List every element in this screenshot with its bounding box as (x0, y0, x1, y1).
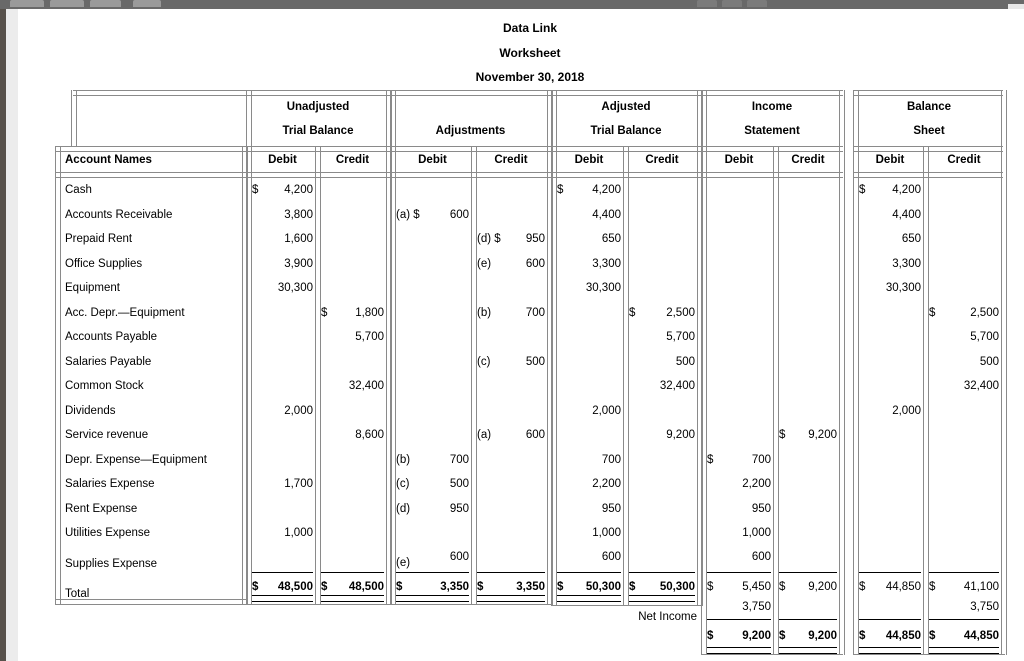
amount-cell-u_d: 3,800 (284, 208, 313, 221)
total-double-rule (477, 595, 545, 602)
amount-cell-i_c: $ 9,200 (779, 581, 837, 593)
company-name: Data Link (502, 21, 557, 35)
amount-cell-u_c: 5,700 (355, 331, 384, 343)
amount-cell-b_c: $ 41,100 (929, 581, 999, 593)
amount-cell-t_d: 4,400 (592, 208, 621, 221)
browser-tab-7[interactable] (747, 0, 767, 7)
amount-cell-b_c: $ 44,850 (929, 630, 999, 642)
amount-cell-a_d: (e) 600 (396, 551, 469, 569)
amount-cell-i_d: $ 700 (707, 453, 771, 466)
debit-header: Debit (268, 154, 297, 166)
amount-cell-b_c: 5,700 (970, 331, 999, 343)
pre-total-rule (321, 572, 384, 573)
account-label: Accounts Payable (65, 331, 158, 343)
pre-total-rule (396, 572, 469, 573)
amount-cell-b_d: $ 44,850 (859, 581, 921, 593)
browser-tab-4[interactable] (133, 0, 161, 7)
island-bottom (701, 654, 843, 655)
amount-cell-a_c: (d) $ 950 (477, 233, 545, 245)
amount-cell-t_c: $ 50,300 (629, 581, 695, 593)
group-header-income-line2: Statement (744, 125, 800, 137)
final-double-rule (859, 647, 921, 654)
window-edge-light (6, 9, 18, 661)
final-double-rule (707, 647, 771, 654)
amount-cell-t_d: 30,300 (585, 282, 621, 294)
island-bottom (246, 604, 390, 605)
amount-cell-i_d: 950 (751, 502, 771, 515)
table-border (701, 90, 707, 655)
amount-cell-t_d: 700 (601, 453, 621, 466)
amount-cell-a_d: $ 3,350 (396, 581, 469, 593)
table-border (315, 146, 321, 605)
amount-cell-i_d: $ 5,450 (707, 581, 771, 593)
report-name: Worksheet (499, 46, 561, 60)
account-label: Dividends (65, 404, 116, 417)
browser-tab-1[interactable] (10, 0, 44, 7)
amount-cell-t_c: 5,700 (666, 331, 695, 343)
amount-cell-i_d: $ 9,200 (707, 630, 771, 642)
net-income-rule (859, 619, 921, 620)
amount-cell-t_d: 600 (601, 551, 621, 563)
account-label: Accounts Receivable (65, 208, 173, 221)
group-header-adjusted-line1: Adjusted (601, 101, 651, 113)
table-border (1001, 90, 1007, 655)
column-header-rule (55, 172, 843, 178)
amount-cell-t_d: 2,200 (592, 478, 621, 490)
amount-cell-a_d: (c) 500 (396, 478, 469, 490)
island-bottom (551, 605, 701, 606)
amount-cell-a_c: (c) 500 (477, 355, 545, 368)
group-header-adjusted-line2: Trial Balance (590, 125, 662, 137)
group-header-unadjusted-line2: Trial Balance (282, 125, 354, 137)
report-date: November 30, 2018 (475, 70, 585, 84)
amount-cell-i_d: 600 (751, 551, 771, 563)
pre-total-rule (859, 572, 921, 573)
amount-cell-a_c: $ 3,350 (477, 581, 545, 593)
table-top-rule (853, 90, 1003, 96)
credit-header: Credit (791, 154, 825, 166)
pre-total-rule (477, 572, 545, 573)
amount-cell-b_d: 4,400 (892, 208, 921, 221)
amount-cell-t_d: 650 (601, 233, 621, 245)
amount-cell-a_d: (b) 700 (396, 453, 469, 466)
total-double-rule (557, 595, 621, 602)
amount-cell-i_d: 2,200 (742, 478, 771, 490)
account-label: Service revenue (65, 429, 149, 441)
account-label: Rent Expense (65, 502, 138, 515)
amount-cell-i_d: 1,000 (742, 527, 771, 539)
credit-header: Credit (645, 154, 679, 166)
account-label: Salaries Expense (65, 478, 155, 490)
amount-cell-u_d: 1,000 (284, 527, 313, 539)
browser-tab-3[interactable] (90, 0, 121, 7)
amount-cell-b_c: 32,400 (963, 380, 999, 392)
account-names-header: Account Names (65, 154, 152, 166)
amount-cell-b_c: $ 2,500 (929, 306, 999, 319)
credit-header: Credit (947, 154, 981, 166)
amount-cell-t_d: 950 (601, 502, 621, 515)
debit-header: Debit (574, 154, 604, 166)
total-double-rule (396, 595, 469, 602)
net-income-rule (779, 619, 837, 620)
amount-cell-a_d: (d) 950 (396, 502, 469, 515)
final-double-rule (929, 647, 999, 654)
total-double-rule (321, 595, 384, 602)
pre-total-rule (707, 572, 771, 573)
table-top-rule (73, 90, 843, 96)
amount-cell-a_c: (a) 600 (477, 429, 545, 441)
pre-total-rule (557, 572, 621, 573)
table-border (71, 90, 77, 147)
amount-cell-u_d: 1,700 (284, 478, 313, 490)
amount-cell-u_d: 1,600 (284, 233, 313, 245)
account-label: Equipment (65, 282, 120, 294)
amount-cell-b_d: 30,300 (885, 282, 921, 294)
account-label: Supplies Expense (65, 558, 158, 570)
pre-total-rule (252, 572, 313, 573)
amount-cell-t_c: 32,400 (659, 380, 695, 392)
browser-tab-5[interactable] (697, 0, 717, 7)
group-header-income-line1: Income (751, 101, 793, 113)
debit-header: Debit (724, 154, 754, 166)
amount-cell-b_d: $ 4,200 (859, 184, 921, 196)
account-label: Acc. Depr.—Equipment (65, 306, 185, 319)
account-label: Prepaid Rent (65, 233, 133, 245)
table-border (623, 146, 629, 606)
pre-total-rule (629, 572, 695, 573)
amount-cell-b_d: 3,300 (892, 257, 921, 270)
table-border (55, 146, 61, 604)
amount-cell-a_c: (e) 600 (477, 257, 545, 270)
credit-header: Credit (494, 154, 528, 166)
table-border (839, 90, 845, 655)
debit-header: Debit (875, 154, 905, 166)
amount-cell-u_c: 32,400 (348, 380, 384, 392)
net-income-rule (707, 619, 771, 620)
amount-cell-u_d: $ 4,200 (252, 184, 313, 196)
browser-tab-6[interactable] (722, 0, 742, 7)
amount-cell-t_d: $ 50,300 (557, 581, 621, 593)
amount-cell-t_d: 2,000 (592, 404, 621, 417)
amount-cell-t_d: $ 4,200 (557, 184, 621, 196)
amount-cell-b_d: $ 44,850 (859, 630, 921, 642)
total-double-rule (252, 595, 313, 602)
amount-cell-b_d: 2,000 (892, 404, 921, 417)
amount-cell-u_d: 30,300 (277, 282, 313, 294)
amount-cell-t_c: $ 2,500 (629, 306, 695, 319)
amount-cell-b_d: 650 (901, 233, 921, 245)
net-income-rule (929, 619, 999, 620)
amount-cell-i_c: $ 9,200 (779, 630, 837, 642)
amount-cell-u_c: 8,600 (355, 429, 384, 441)
group-header-unadjusted-line1: Unadjusted (286, 101, 350, 113)
table-border (471, 146, 477, 605)
amount-cell-u_d: 2,000 (284, 404, 313, 417)
amount-cell-t_d: 3,300 (592, 257, 621, 270)
group-header-adjustments: Adjustments (435, 125, 506, 137)
total-double-rule (629, 595, 695, 602)
group-header-balance-line1: Balance (906, 101, 952, 113)
credit-header: Credit (335, 154, 370, 166)
net-income-label: Net Income (638, 611, 697, 623)
amount-cell-u_d: 3,900 (284, 257, 313, 270)
debit-header: Debit (418, 154, 447, 166)
amount-cell-t_c: 9,200 (666, 429, 695, 441)
amount-cell-u_c: $ 48,500 (321, 581, 384, 593)
pre-total-rule (929, 572, 999, 573)
amount-cell-a_c: (b) 700 (477, 306, 545, 319)
amount-cell-u_d: $ 48,500 (252, 581, 313, 593)
island-bottom (390, 604, 551, 605)
table-border (853, 90, 859, 655)
amount-cell-i_c: $ 9,200 (779, 429, 837, 441)
amount-cell-t_c: 500 (675, 355, 695, 368)
group-header-balance-line2: Sheet (913, 125, 945, 137)
account-label: Cash (65, 184, 92, 196)
toolbar-corner (1008, 4, 1024, 9)
amount-cell-b_c: 500 (979, 355, 999, 368)
account-label: Salaries Payable (65, 355, 152, 368)
amount-cell-a_d: (a) $ 600 (396, 208, 469, 221)
amount-cell-u_c: $ 1,800 (321, 306, 384, 319)
final-double-rule (779, 647, 837, 654)
account-label: Common Stock (65, 380, 144, 392)
account-label: Depr. Expense—Equipment (65, 453, 207, 466)
account-label: Office Supplies (65, 257, 143, 270)
island-bottom (853, 654, 1005, 655)
pre-total-rule (779, 572, 837, 573)
browser-tab-2[interactable] (50, 0, 84, 7)
account-label: Total (65, 588, 90, 600)
amount-cell-t_d: 1,000 (592, 527, 621, 539)
amount-cell-b_c: 3,750 (970, 601, 999, 613)
account-label: Utilities Expense (65, 527, 151, 539)
amount-cell-i_d: 3,750 (742, 601, 771, 613)
